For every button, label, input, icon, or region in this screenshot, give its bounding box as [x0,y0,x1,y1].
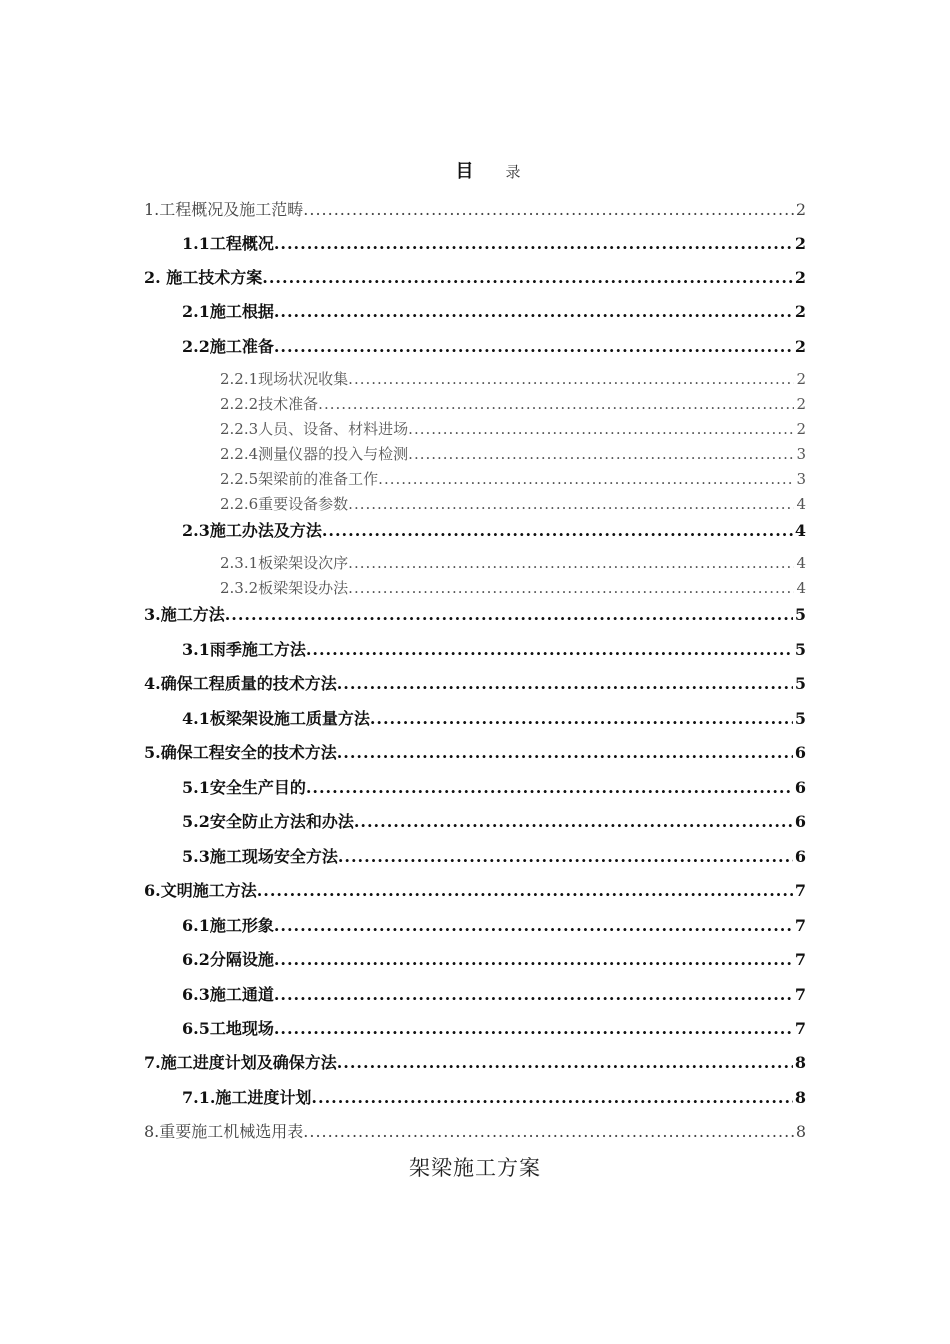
toc-entry[interactable] [220,468,806,489]
toc-heading [0,160,950,184]
toc-leader-dots [274,234,793,253]
toc-entry[interactable] [144,197,806,220]
toc-entry-label: 1.1工程概况 [182,234,274,253]
toc-entry[interactable] [144,1050,806,1073]
toc-entry-label: 3.施工方法 [144,605,225,624]
toc-entry[interactable] [182,775,806,798]
toc-entry-label: 2.3施工办法及方法 [182,521,322,540]
toc-entry-label: 2.2.5架梁前的准备工作 [220,470,379,488]
toc-entry-label: 6.2分隔设施 [182,950,274,969]
toc-entry[interactable] [220,368,806,389]
toc-entry[interactable] [182,982,806,1005]
toc-entry-page: 5 [794,640,806,659]
toc-entry-label: 1.工程概况及施工范畴 [144,200,304,219]
toc-entry-label: 6.5工地现场 [182,1019,274,1038]
toc-entry-page: 6 [794,847,806,866]
toc-entry-label: 2.2施工准备 [182,337,274,356]
document-title: 架梁施工方案 [409,1156,541,1180]
toc-entry[interactable] [220,577,806,598]
toc-entry-page: 4 [796,579,806,597]
toc-leader-dots [408,445,794,463]
toc-entry-label: 2.2.6重要设备参数 [220,495,349,513]
toc-leader-dots [306,640,793,659]
toc-leader-dots [303,1122,794,1141]
toc-entry-page: 2 [796,420,806,438]
toc-entry-page: 7 [794,985,806,1004]
toc-entry-page: 2 [796,395,806,413]
toc-leader-dots [348,554,794,572]
toc-leader-dots [274,985,793,1004]
toc-leader-dots [370,709,793,728]
toc-entry-label: 2.2.2技术准备 [220,395,319,413]
toc-entry[interactable] [182,1085,806,1108]
toc-leader-dots [354,812,793,831]
toc-entry-label: 2.3.1板梁架设次序 [220,554,349,572]
toc-entry[interactable] [144,671,806,694]
toc-entry[interactable] [182,334,806,357]
toc-entry-label: 5.确保工程安全的技术方法 [144,743,337,762]
toc-entry[interactable] [182,231,806,254]
toc-leader-dots [262,268,793,287]
toc-leader-dots [322,521,793,540]
toc-leader-dots [274,950,793,969]
toc-entry-page: 5 [794,674,806,693]
toc-entry-label: 2.2.3人员、设备、材料进场 [220,420,409,438]
toc-entry-label: 5.2安全防止方法和办法 [182,812,354,831]
toc-leader-dots [274,1019,793,1038]
toc-entry-page: 4 [796,554,806,572]
toc-entry[interactable] [220,493,806,514]
toc-entry-label: 2.1施工根据 [182,302,274,321]
toc-entry-page: 3 [796,445,806,463]
toc-entry-label: 8.重要施工机械选用表 [144,1122,304,1141]
toc-entry[interactable] [182,706,806,729]
toc-leader-dots [337,674,793,693]
toc-heading-char-2: 录 [505,163,521,181]
toc-entry[interactable] [144,265,806,288]
toc-entry-page: 7 [794,881,806,900]
toc-entry-label: 7.施工进度计划及确保方法 [144,1053,337,1072]
toc-entry-label: 2.3.2板梁架设办法 [220,579,349,597]
toc-entry[interactable] [220,393,806,414]
toc-leader-dots [348,579,794,597]
toc-leader-dots [257,881,793,900]
toc-leader-dots [338,847,793,866]
toc-entry-label: 4.确保工程质量的技术方法 [144,674,337,693]
toc-leader-dots [318,395,794,413]
toc-entry-page: 6 [794,778,806,797]
toc-entry[interactable] [144,1119,806,1142]
toc-leader-dots [274,302,793,321]
toc-entry-label: 3.1雨季施工方法 [182,640,306,659]
toc-entry-page: 5 [794,709,806,728]
toc-entry-page: 2 [794,234,806,253]
toc-entry[interactable] [182,1016,806,1039]
toc-entry[interactable] [220,443,806,464]
toc-entry-label: 2. 施工技术方案 [144,268,263,287]
toc-entry[interactable] [182,913,806,936]
toc-entry-page: 4 [796,495,806,513]
toc-entry[interactable] [220,418,806,439]
toc-entry[interactable] [182,844,806,867]
toc-entry-page: 2 [794,268,806,287]
toc-entry-page: 8 [794,1053,806,1072]
toc-heading-char-1: 目 [455,161,474,182]
toc-entry-label: 6.文明施工方法 [144,881,257,900]
toc-leader-dots [337,743,793,762]
toc-leader-dots [348,370,794,388]
toc-leader-dots [225,605,793,624]
toc-entry[interactable] [182,809,806,832]
toc-entry[interactable] [144,878,806,901]
toc-leader-dots [378,470,794,488]
toc-entry-page: 5 [794,605,806,624]
toc-leader-dots [303,200,794,219]
toc-entry-page: 2 [794,302,806,321]
toc-entry-label: 4.1板梁架设施工质量方法 [182,709,370,728]
toc-entry-page: 2 [794,337,806,356]
toc-entry[interactable] [144,740,806,763]
toc-entry-page: 2 [796,370,806,388]
toc-leader-dots [348,495,794,513]
toc-entry-label: 7.1.施工进度计划 [182,1088,312,1107]
toc-entry[interactable] [182,299,806,322]
toc-entry[interactable] [182,947,806,970]
toc-entry-label: 6.3施工通道 [182,985,274,1004]
toc-leader-dots [311,1088,792,1107]
toc-leader-dots [274,916,793,935]
toc-entry-page: 4 [794,521,806,540]
toc-entry-page: 7 [794,950,806,969]
toc-entry-label: 2.2.1现场状况收集 [220,370,349,388]
toc-entry-page: 2 [795,200,806,219]
toc-entry-label: 5.3施工现场安全方法 [182,847,338,866]
toc-entry[interactable] [144,602,806,625]
toc-entry-label: 5.1安全生产目的 [182,778,306,797]
toc-entry-page: 6 [794,743,806,762]
toc-entry[interactable] [220,552,806,573]
toc-entry-label: 6.1施工形象 [182,916,274,935]
toc-entry[interactable] [182,518,806,541]
toc-entry-page: 3 [796,470,806,488]
toc-entry[interactable] [182,637,806,660]
toc-entry-label: 2.2.4测量仪器的投入与检测 [220,445,409,463]
toc-entry-page: 8 [795,1122,806,1141]
toc-leader-dots [306,778,793,797]
toc-entry-page: 8 [794,1088,806,1107]
toc-entry-page: 6 [794,812,806,831]
toc-entry-page: 7 [794,916,806,935]
toc-leader-dots [337,1053,793,1072]
toc-leader-dots [274,337,793,356]
toc-entry-page: 7 [794,1019,806,1038]
toc-leader-dots [408,420,794,438]
